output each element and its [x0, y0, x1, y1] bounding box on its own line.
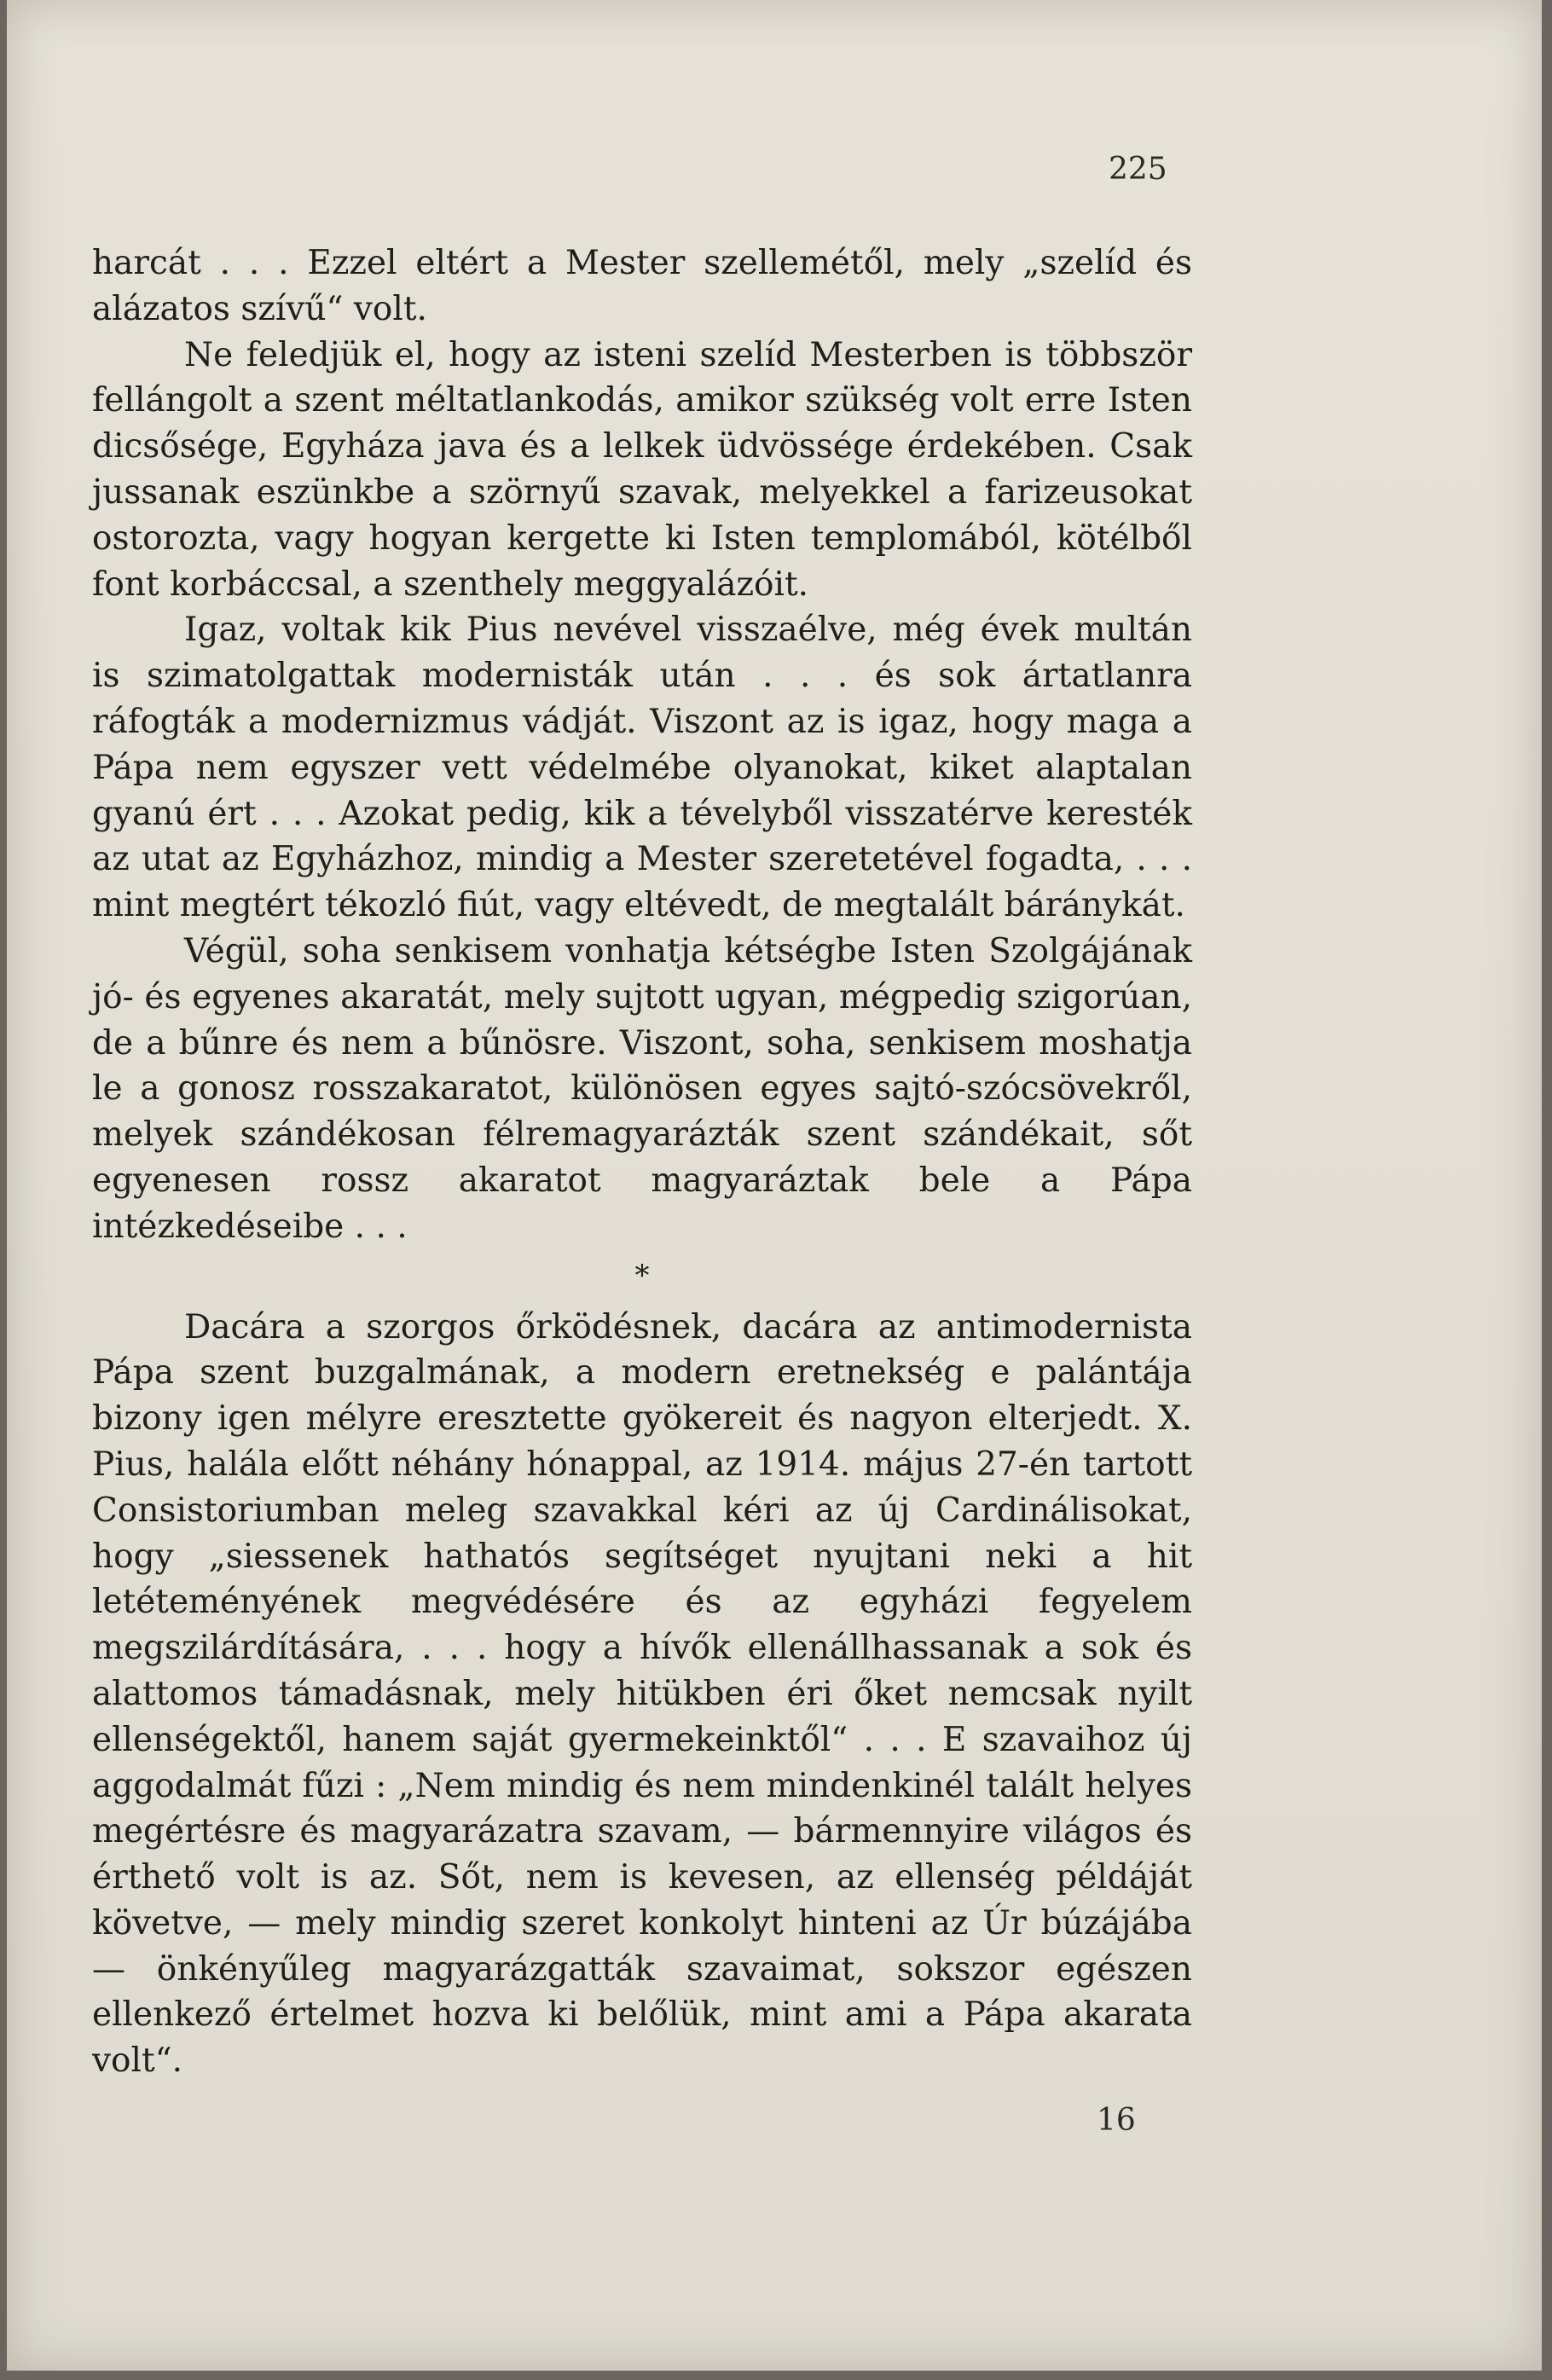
paragraph: Igaz, voltak kik Pius nevével visszaélve, még évek multán is szimatolgattak modernisták után . . . és sok ártatlanra ráfogták a modernizmus vádját. Viszont az is igaz, hogy maga a Pápa nem egyszer vett védelmébe olyanokat, kiket alaptalan gyanú ért . . . Azokat pedig, kik a tévelyből visszatérve keresték az utat az Egyházhoz, mindig a Mester szeretetével fogadta, . . . mint megtért tékozló fiút, vagy eltévedt, de megtalált báránykát. [92, 611, 1192, 925]
signature-mark: 16 [1097, 2103, 1136, 2138]
paragraph: harcát . . . Ezzel eltért a Mester szellemétől, mely „szelíd és alázatos szívű“ volt. [92, 244, 1192, 328]
body-text [92, 240, 1192, 2084]
section-separator: * [634, 1258, 650, 1293]
paragraph: Dacára a szorgos őrködésnek, dacára az antimodernista Pápa szent buzgalmának, a modern eretnekség e palántája bizony igen mélyre eresztette gyökereit és nagyon elterjedt. X. Pius, halála előtt néhány hónappal, az 1914. május 27-én tartott Consistoriumban meleg szavakkal kéri az új Cardinálisokat, hogy „siessenek hathatós segítséget nyujtani neki a hit letéteményének megvédésére és az egyházi fegyelem megszilárdítására, . . . hogy a hívők ellenállhassanak a sok és alattomos támadásnak, mely hitükben éri őket nemcsak nyilt ellenségektől, hanem saját gyermekeinktől“ . . . E szavaihoz új aggodalmát fűzi : „Nem mindig és nem mindenkinél talált helyes megértésre és magyarázatra szavam, — bármennyire világos és érthető volt is az. Sőt, nem is kevesen, az ellenség példáját követve, — mely mindig szeret konkolyt hinteni az Úr búzájába — önkényűleg magyarázgatták szavaimat, sokszor egészen ellenkező értelmet hozva ki belőlük, mint ami a Pápa akarata volt“. [92, 1307, 1192, 2081]
book-page [7, 0, 1542, 2371]
paragraph: Ne feledjük el, hogy az isteni szelíd Mesterben is többször fellángolt a szent méltatlankodás, amikor szükség volt erre Isten dicsősége, Egyháza java és a lelkek üdvössége érdekében. Csak jussanak eszünkbe a szörnyű szavak, melyekkel a farizeusokat ostorozta, vagy hogyan kergette ki Isten templomából, kötélből font korbáccsal, a szenthely meggyalázóit. [92, 335, 1192, 604]
page-number: 225 [1109, 152, 1167, 187]
paragraph: Végül, soha senkisem vonhatja kétségbe Isten Szolgájának jó- és egyenes akaratát, mely sujtott ugyan, mégpedig szigorúan, de a bűnre és nem a bűnösre. Viszont, soha, senkisem moshatja le a gonosz rosszakaratot, különösen egyes sajtó-szócsövekről, melyek szándékosan félremagyarázták szent szándékait, sőt egyenesen rossz akaratot magyaráztak bele a Pápa intézkedéseibe . . . [92, 931, 1192, 1246]
